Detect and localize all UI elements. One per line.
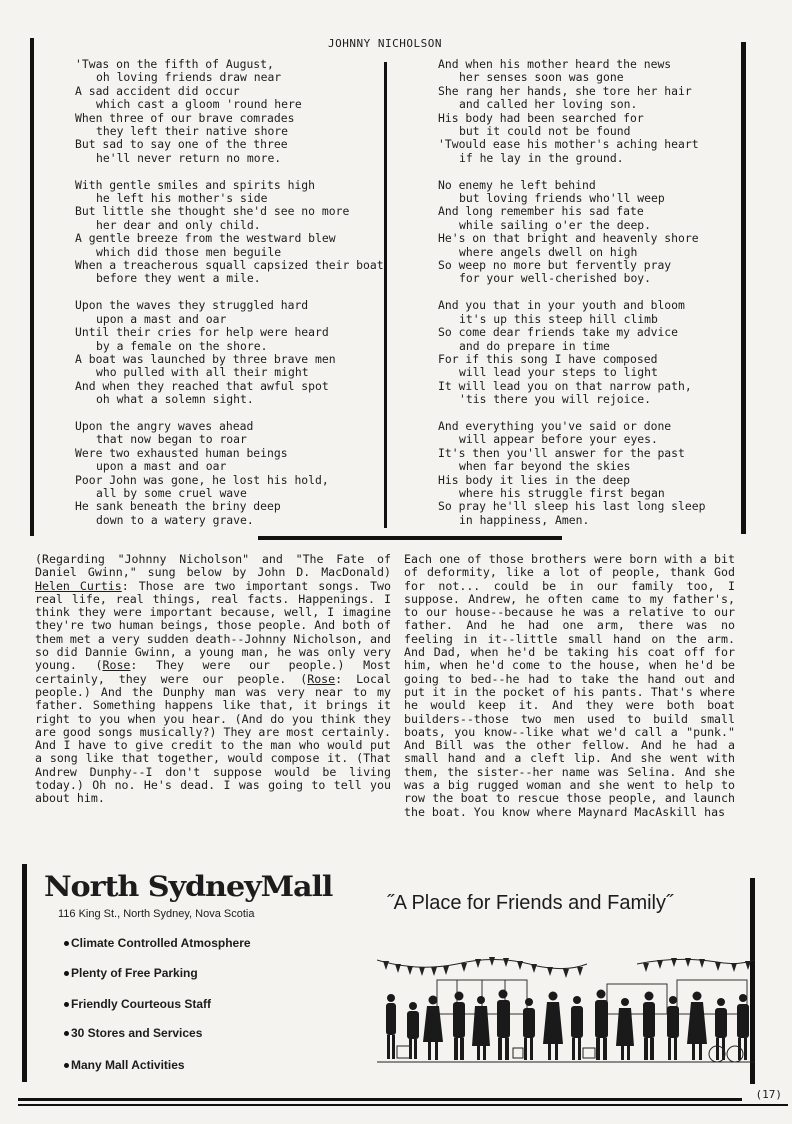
- bullet-icon: [64, 941, 69, 946]
- article-text: : Local people.) And the Dunphy man was very near to my father. Something happens like that, it brings it right to you when you hear. (And do you think they are good songs musically?) They are most certainly. And I have to give credit to the man who would put a song like that together, would compose it. (That Andrew Dunphy--I don't suppose would be living today.) Oh no. He's dead. I was going to tell you about him.: [35, 671, 391, 806]
- speaker-name: Rose: [307, 671, 336, 686]
- poem-line: It will lead you on that narrow path,: [438, 378, 692, 393]
- bullet-icon: [64, 1031, 69, 1036]
- page-number: (17): [755, 1088, 782, 1101]
- poem-line: when far beyond the skies: [459, 459, 631, 474]
- poem-line: Upon the waves they struggled hard: [75, 298, 309, 313]
- poem-line: her dear and only child.: [96, 217, 261, 232]
- poem-line: who pulled with all their might: [96, 365, 309, 380]
- speaker-name: Helen Curtis: [35, 578, 122, 593]
- poem-line: upon a mast and oar: [96, 311, 227, 326]
- speaker-name: Rose: [102, 658, 131, 673]
- bottom-rule-lower: [18, 1104, 788, 1106]
- right-border-rule: [741, 42, 746, 534]
- poem-line: but it could not be found: [459, 124, 631, 139]
- poem-line: And long remember his sad fate: [438, 204, 644, 219]
- poem-line: all by some cruel wave: [96, 485, 247, 500]
- poem-line: while sailing o'er the deep.: [459, 217, 652, 232]
- poem-stanza: [75, 299, 384, 406]
- poem-stanza: [438, 299, 705, 406]
- poem-line: And when his mother heard the news: [438, 57, 672, 71]
- poem-line: 'Twould ease his mother's aching heart: [438, 137, 699, 152]
- poem-line: Were two exhausted human beings: [75, 445, 288, 460]
- poem-line: Poor John was gone, he lost his hold,: [75, 472, 329, 487]
- poem-column-left: [75, 58, 384, 541]
- poem-line: 'tis there you will rejoice.: [459, 392, 652, 407]
- poem-line: With gentle smiles and spirits high: [75, 177, 316, 192]
- poem-line: he left his mother's side: [96, 191, 268, 206]
- article-text: (Regarding "Johnny Nicholson" and "The Fate of Daniel Gwinn," sung below by John D. MacDonald): [35, 552, 391, 580]
- poem-line: that now began to roar: [96, 432, 247, 447]
- poem-line: her senses soon was gone: [459, 70, 624, 85]
- poem-line: And when they reached that awful spot: [75, 378, 329, 393]
- poem-stanza: [75, 179, 384, 286]
- poem-line: His body had been searched for: [438, 110, 644, 125]
- poem-line: So pray he'll sleep his last long sleep: [438, 499, 706, 514]
- article-text: : They were our people.) Most certainly, they were our people. (: [35, 658, 392, 686]
- poem-line: will appear before your eyes.: [459, 432, 658, 447]
- poem-stanza: [438, 58, 705, 165]
- left-border-rule: [30, 38, 34, 536]
- feature-item: Plenty of Free Parking: [64, 966, 198, 980]
- poem-line: which cast a gloom 'round here: [96, 97, 302, 112]
- poem-line: oh what a solemn sight.: [96, 392, 254, 407]
- mall-address: 116 King St., North Sydney, Nova Scotia: [58, 908, 255, 920]
- poem-line: which did those men beguile: [96, 244, 282, 259]
- poem-line: She rang her hands, she tore her hair: [438, 83, 692, 98]
- mall-tagline: ˝A Place for Friends and Family˝: [387, 892, 673, 914]
- poem-line: they left their native shore: [96, 124, 289, 139]
- poem-line: by a female on the shore.: [96, 338, 268, 353]
- poem-stanza: [75, 420, 384, 527]
- poem-line: It's then you'll answer for the past: [438, 445, 685, 460]
- poem-line: but loving friends who'll weep: [459, 191, 665, 206]
- poem-line: Until their cries for help were heard: [75, 325, 329, 340]
- poem-line: 'Twas on the fifth of August,: [75, 57, 274, 71]
- feature-item: Climate Controlled Atmosphere: [64, 936, 251, 950]
- article-column-left: [35, 553, 391, 806]
- poem-line: But sad to say one of the three: [75, 137, 288, 152]
- poem-line: When three of our brave comrades: [75, 110, 295, 125]
- ad-left-rule: [22, 864, 27, 1082]
- poem-line: will lead your steps to light: [459, 365, 658, 380]
- feature-item: Friendly Courteous Staff: [64, 997, 211, 1011]
- poem-line: So come dear friends take my advice: [438, 325, 679, 340]
- poem-line: down to a watery grave.: [96, 512, 254, 527]
- poem-line: For if this song I have composed: [438, 351, 658, 366]
- poem-line: and do prepare in time: [459, 338, 610, 353]
- poem-line: in happiness, Amen.: [459, 512, 590, 527]
- bullet-icon: [64, 1002, 69, 1007]
- poem-line: where angels dwell on high: [459, 244, 638, 259]
- poem-line: for your well-cherished boy.: [459, 271, 652, 286]
- poem-line: So weep no more but fervently pray: [438, 258, 672, 273]
- poem-line: he'll never return no more.: [96, 150, 282, 165]
- poem-stanza: [438, 179, 705, 286]
- poem-line: if he lay in the ground.: [459, 150, 624, 165]
- poem-column-right: [438, 58, 705, 541]
- poem-line: it's up this steep hill climb: [459, 311, 658, 326]
- mall-logo: North SydneyMall: [44, 870, 333, 903]
- poem-line: upon a mast and oar: [96, 459, 227, 474]
- poem-line: His body it lies in the deep: [438, 472, 631, 487]
- mall-advertisement: [22, 864, 778, 1084]
- poem-line: A boat was launched by three brave men: [75, 351, 336, 366]
- poem-line: Upon the angry waves ahead: [75, 418, 254, 433]
- poem-stanza: [438, 420, 705, 527]
- feature-item: Many Mall Activities: [64, 1058, 185, 1072]
- poem-line: And you that in your youth and bloom: [438, 298, 685, 313]
- poem-line: He sank beneath the briny deep: [75, 499, 281, 514]
- song-title: JOHNNY NICHOLSON: [328, 37, 442, 50]
- mall-crowd-illustration: [377, 950, 755, 1078]
- poem-line: A sad accident did occur: [75, 83, 240, 98]
- column-divider-rule: [384, 62, 387, 528]
- article-text: : Those are two important songs. Two real life, real things, real facts. Happenings. I think they were important because, well, I imagine they're two human beings, those people. And both of them met a very sudden death--Johnny Nicholson, and so did Dannie Gwinn, a young man, he was only very young. (: [35, 578, 392, 673]
- poem-line: where his struggle first began: [459, 485, 665, 500]
- poem-line: And everything you've said or done: [438, 418, 672, 433]
- poem-line: When a treacherous squall capsized their boat: [75, 258, 384, 273]
- poem-line: A gentle breeze from the westward blew: [75, 231, 336, 246]
- bullet-icon: [64, 971, 69, 976]
- poem-line: and called her loving son.: [459, 97, 638, 112]
- bottom-rule: [18, 1098, 742, 1101]
- poem-line: He's on that bright and heavenly shore: [438, 231, 699, 246]
- poem-stanza: [75, 58, 384, 165]
- poem-line: oh loving friends draw near: [96, 70, 282, 85]
- poem-line: before they went a mile.: [96, 271, 261, 286]
- article-column-right: Each one of those brothers were born with a bit of deformity, like a lot of people, thank God for not... could be in our family too, I suppose. Andrew, he often came to my father's, to our house--because he was a relative to our father. And he had one arm, there was no feeling in it--little small hand on the arm. And Dad, when he'd be taking his coat off for him, when he'd come to the house, when he'd be going to bed--he had to take the hand out and put it in the pocket of his pants. That's where he would keep it. And they were both boat builders--those two men used to build small boats, you know--like what we'd call a "punk." And Bill was the other fellow. And he had a small hand and a cleft lip. And she went with them, the sister--her name was Selina. And she was a big rugged woman and she went to help to row the boat to rescue those people, and launch the boat. You know where Maynard MacAskill has: [404, 552, 735, 819]
- bullet-icon: [64, 1063, 69, 1068]
- feature-item: 30 Stores and Services: [64, 1026, 202, 1040]
- poem-line: No enemy he left behind: [438, 177, 596, 192]
- poem-line: But little she thought she'd see no more: [75, 204, 350, 219]
